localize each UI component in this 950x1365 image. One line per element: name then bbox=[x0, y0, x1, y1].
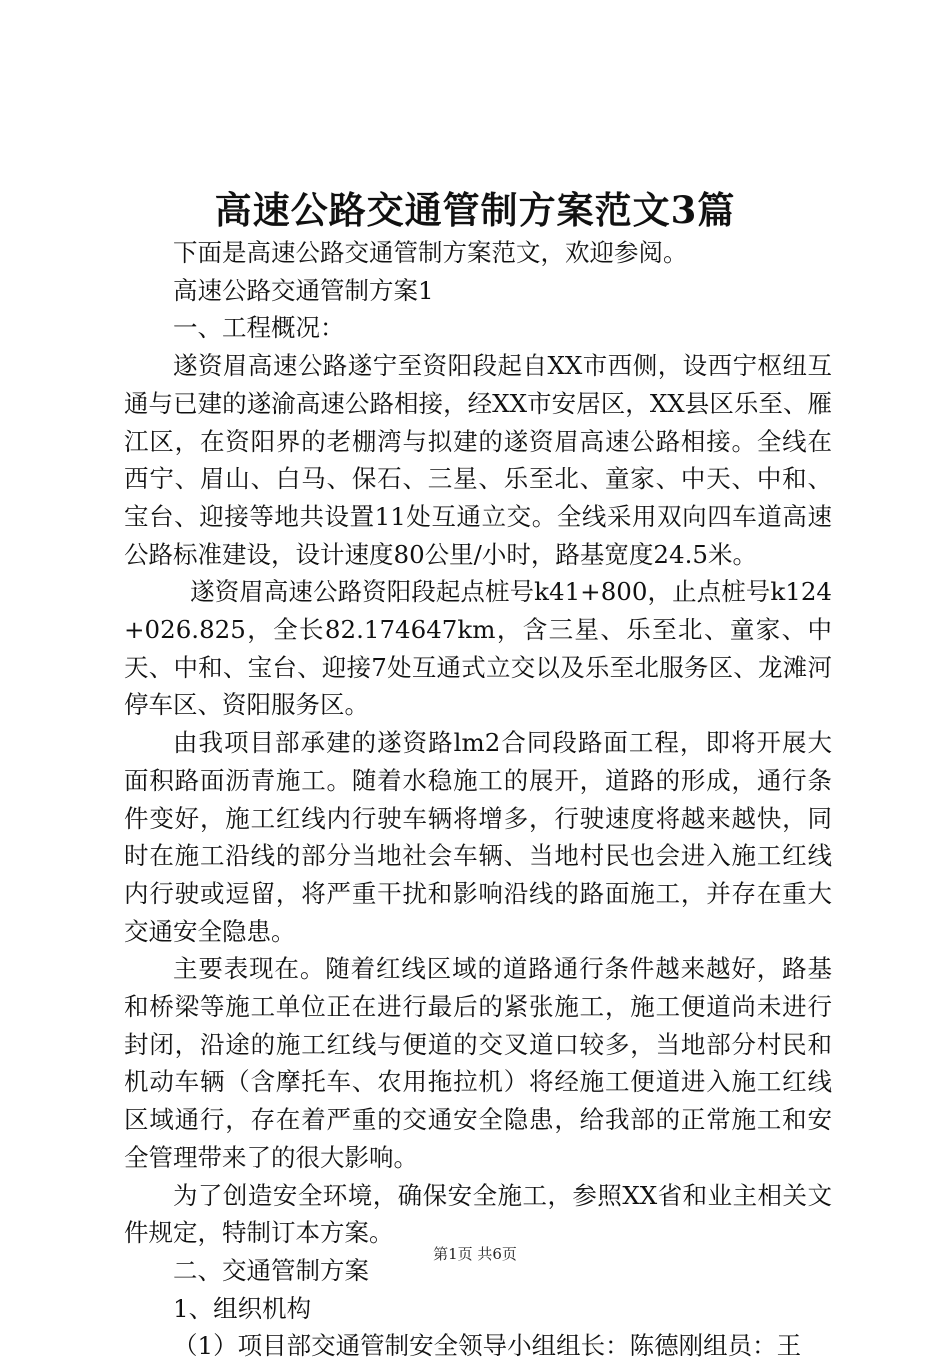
overview-paragraph-4: 主要表现在。随着红线区域的道路通行条件越来越好，路基和桥梁等施工单位正在进行最后的紧张施工，施工便道尚未进行封闭，沿途的施工红线与便道的交叉道口较多，当地部分村民和机动车辆（含摩托车、农用拖拉机）将经施工便道进入施工红线区域通行，存在着严重的交通安全隐患，给我部的正常施工和安全管理带来了的很大影响。 bbox=[124, 954, 832, 1172]
overview-paragraph-5: 为了创造安全环境，确保安全施工，参照XX省和业主相关文件规定，特制订本方案。 bbox=[124, 1180, 832, 1248]
overview-paragraph-2: 遂资眉高速公路资阳段起点桩号k41+800，止点桩号k124+026.825，全长82.174647km，含三星、乐至北、童家、中天、中和、宝台、迎接7处互通式立交以及乐至北服务区、龙滩河停车区、资阳服务区。 bbox=[124, 577, 832, 720]
section-2-heading: 二、交通管制方案 bbox=[173, 1255, 369, 1285]
org-paragraph-1: （1）项目部交通管制安全领导小组组长：陈德刚组员：王 bbox=[173, 1331, 802, 1361]
overview-paragraph-1: 遂资眉高速公路遂宁至资阳段起自XX市西侧，设西宁枢纽互通与已建的遂渝高速公路相接，经XX市安居区，XX县区乐至、雁江区，在资阳界的老棚湾与拟建的遂资眉高速公路相接。全线在西宁、眉山、白马、保石、三星、乐至北、童家、中天、中和、宝台、迎接等地共设置11处互通立交。全线采用双向四车道高速公路标准建设，设计速度80公里/小时，路基宽度24.5米。 bbox=[124, 351, 832, 569]
subsection-1-heading: 1、组织机构 bbox=[173, 1293, 312, 1323]
document-title: 高速公路交通管制方案范文3篇 bbox=[214, 188, 736, 232]
intro-paragraph: 下面是高速公路交通管制方案范文，欢迎参阅。 bbox=[173, 238, 688, 267]
page-number-footer: 第1页 共6页 bbox=[433, 1245, 517, 1263]
section-1-heading: 一、工程概况： bbox=[173, 313, 345, 343]
document-body bbox=[124, 234, 832, 1365]
overview-paragraph-3: 由我项目部承建的遂资路lm2合同段路面工程，即将开展大面积路面沥青施工。随着水稳施工的展开，道路的形成，通行条件变好，施工红线内行驶车辆将增多，行驶速度将越来越快，同时在施工沿线的部分当地社会车辆、当地村民也会进入施工红线内行驶或逗留，将严重干扰和影响沿线的路面施工，并存在重大交通安全隐患。 bbox=[124, 728, 832, 946]
plan-1-heading: 高速公路交通管制方案1 bbox=[173, 275, 434, 305]
